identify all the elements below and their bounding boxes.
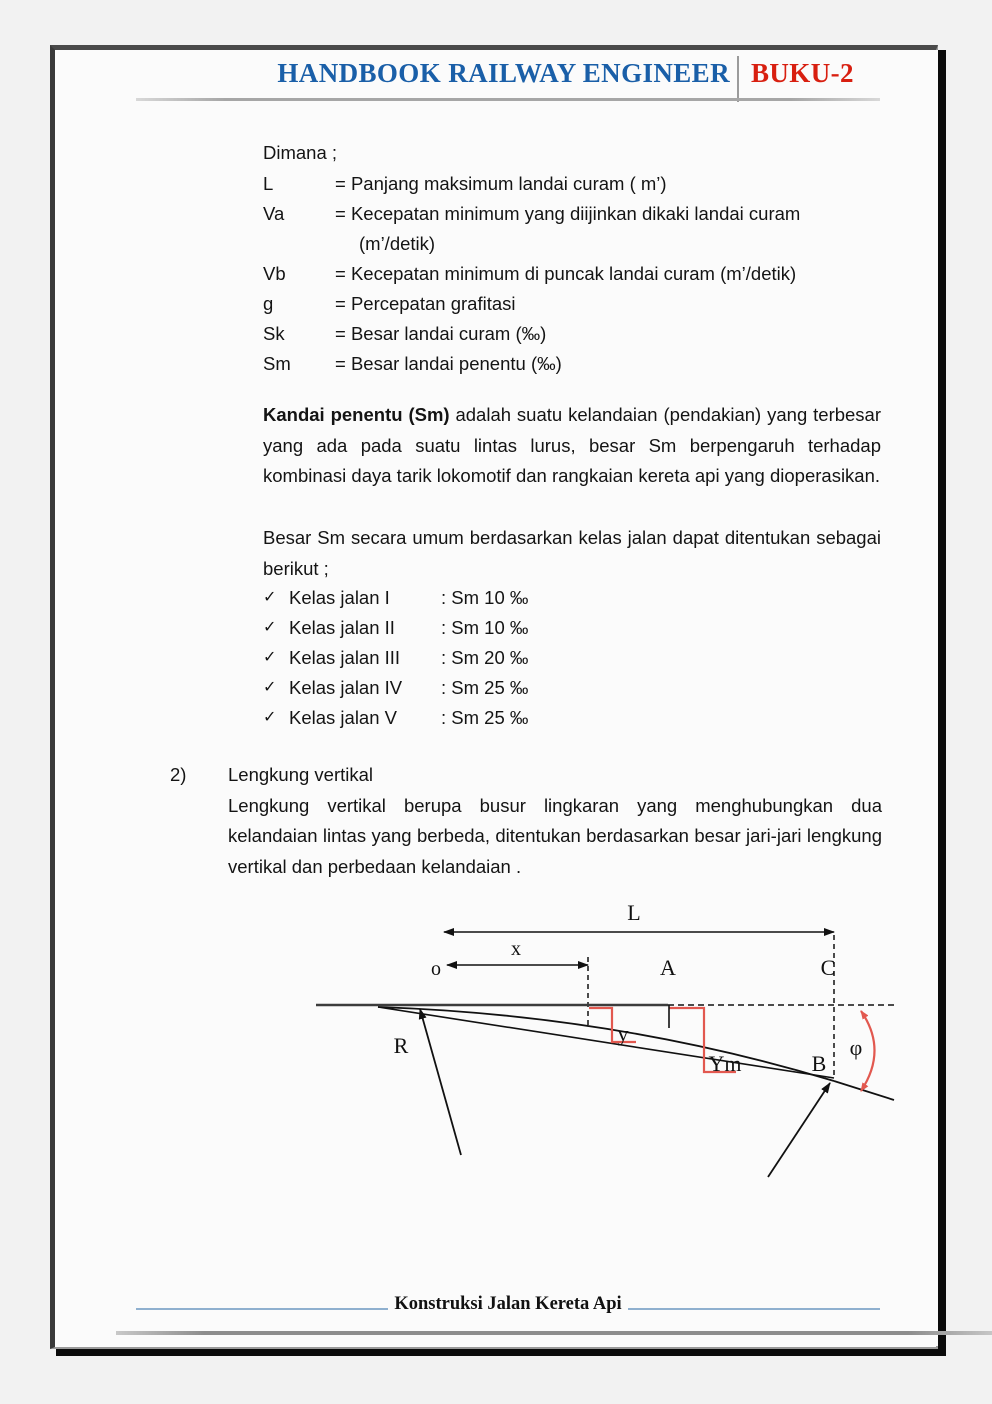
definition-text: = Kecepatan minimum yang diijinkan dikaki landai curam	[335, 203, 801, 224]
page-footer	[136, 1294, 880, 1324]
definition-continuation: (m’/detik)	[359, 233, 436, 254]
definition-text: = Panjang maksimum landai curam ( m’)	[335, 173, 667, 194]
list-item	[263, 583, 663, 613]
list-item-label: Kelas jalan II	[289, 617, 395, 638]
definition-term: Sm	[263, 353, 291, 374]
paragraph-sm-definition	[263, 400, 881, 492]
radius-arrow-B	[768, 1083, 830, 1177]
tangent-continuation	[834, 1081, 894, 1100]
definition-text: = Kecepatan minimum di puncak landai curam (m’/detik)	[335, 263, 797, 284]
check-icon: ✓	[263, 679, 277, 696]
check-icon: ✓	[263, 649, 277, 666]
page-header	[138, 58, 878, 112]
footer-title: Konstruksi Jalan Kereta Api	[394, 1294, 622, 1314]
definition-text: = Besar landai curam (‰)	[335, 323, 547, 344]
list-item-value: : Sm 25 ‰	[441, 707, 529, 728]
definition-text: = Percepatan grafitasi	[335, 293, 516, 314]
paragraph-sm-classes-intro: Besar Sm secara umum berdasarkan kelas jalan dapat ditentukan sebagai berikut ;	[263, 527, 881, 579]
definition-row	[263, 289, 893, 319]
list-item-value: : Sm 25 ‰	[441, 677, 529, 698]
label-ym: Ym	[708, 1051, 742, 1076]
header-book-badge: BUKU-2	[751, 58, 854, 88]
definition-text: = Besar landai penentu (‰)	[335, 353, 562, 374]
definition-term: Sk	[263, 323, 285, 344]
list-item	[263, 643, 663, 673]
header-rule	[136, 98, 880, 101]
list-item-label: Kelas jalan IV	[289, 677, 403, 698]
paragraph-lead-bold: Kandai penentu (Sm)	[263, 404, 450, 425]
paragraph-body: adalah suatu kelandaian (pendakian) yang terbesar yang ada pada suatu lintas lurus, besar Sm berpengaruh terhadap kombinasi daya tarik lokomotif dan rangkaian kereta api yang dioperasikan.	[263, 404, 882, 486]
list-item-value: : Sm 20 ‰	[441, 647, 529, 668]
label-x: x	[511, 938, 521, 960]
list-item	[263, 613, 663, 643]
vertical-curve-svg	[316, 895, 896, 1205]
chord-line	[378, 1007, 834, 1078]
list-item-label: Kelas jalan V	[289, 707, 397, 728]
list-item-value: : Sm 10 ‰	[441, 587, 529, 608]
definition-row	[263, 349, 893, 379]
definition-row	[263, 199, 893, 229]
definition-row	[263, 259, 893, 289]
definition-list	[263, 138, 893, 379]
list-item-label: Kelas jalan I	[289, 587, 390, 608]
list-item	[263, 673, 663, 703]
label-R: R	[393, 1033, 409, 1058]
definition-row	[263, 169, 893, 199]
header-divider	[737, 56, 739, 102]
numbered-marker: 2)	[170, 764, 187, 785]
offset-bracket-y	[589, 1008, 636, 1042]
page-canvas	[58, 50, 938, 1346]
label-o: o	[431, 958, 441, 980]
list-item-value: : Sm 10 ‰	[441, 617, 529, 638]
label-phi: φ	[849, 1035, 863, 1060]
numbered-section-2	[170, 760, 882, 882]
numbered-heading: Lengkung vertikal	[228, 764, 374, 785]
numbered-body: Lengkung vertikal berupa busur lingkaran yang menghubungkan dua kelandaian lintas yang berbeda, ditentukan berdasarkan besar jari-jari lengkung vertikal dan perbedaan kelandaian .	[228, 794, 882, 877]
header-title: HANDBOOK RAILWAY ENGINEER	[277, 58, 730, 88]
label-A: A	[660, 955, 676, 980]
vertical-curve-diagram	[316, 895, 896, 1205]
check-icon: ✓	[263, 589, 277, 606]
definition-row	[263, 319, 893, 349]
label-L: L	[627, 900, 641, 925]
definition-term: Va	[263, 203, 285, 224]
label-y: y	[617, 1021, 629, 1046]
footer-bottom-rule	[116, 1331, 992, 1335]
list-item-label: Kelas jalan III	[289, 647, 401, 668]
check-icon: ✓	[263, 619, 277, 636]
check-icon: ✓	[263, 709, 277, 726]
road-class-list	[263, 583, 663, 733]
label-B: B	[811, 1051, 827, 1076]
label-C: C	[820, 955, 836, 980]
definition-term: L	[263, 173, 274, 194]
definition-term: Vb	[263, 263, 286, 284]
angle-arc-phi	[861, 1011, 875, 1091]
numbered-heading-row	[170, 760, 882, 791]
list-item	[263, 703, 663, 733]
radius-arrow-R	[420, 1009, 461, 1155]
definition-intro: Dimana ;	[263, 142, 338, 163]
definition-term: g	[263, 293, 274, 314]
